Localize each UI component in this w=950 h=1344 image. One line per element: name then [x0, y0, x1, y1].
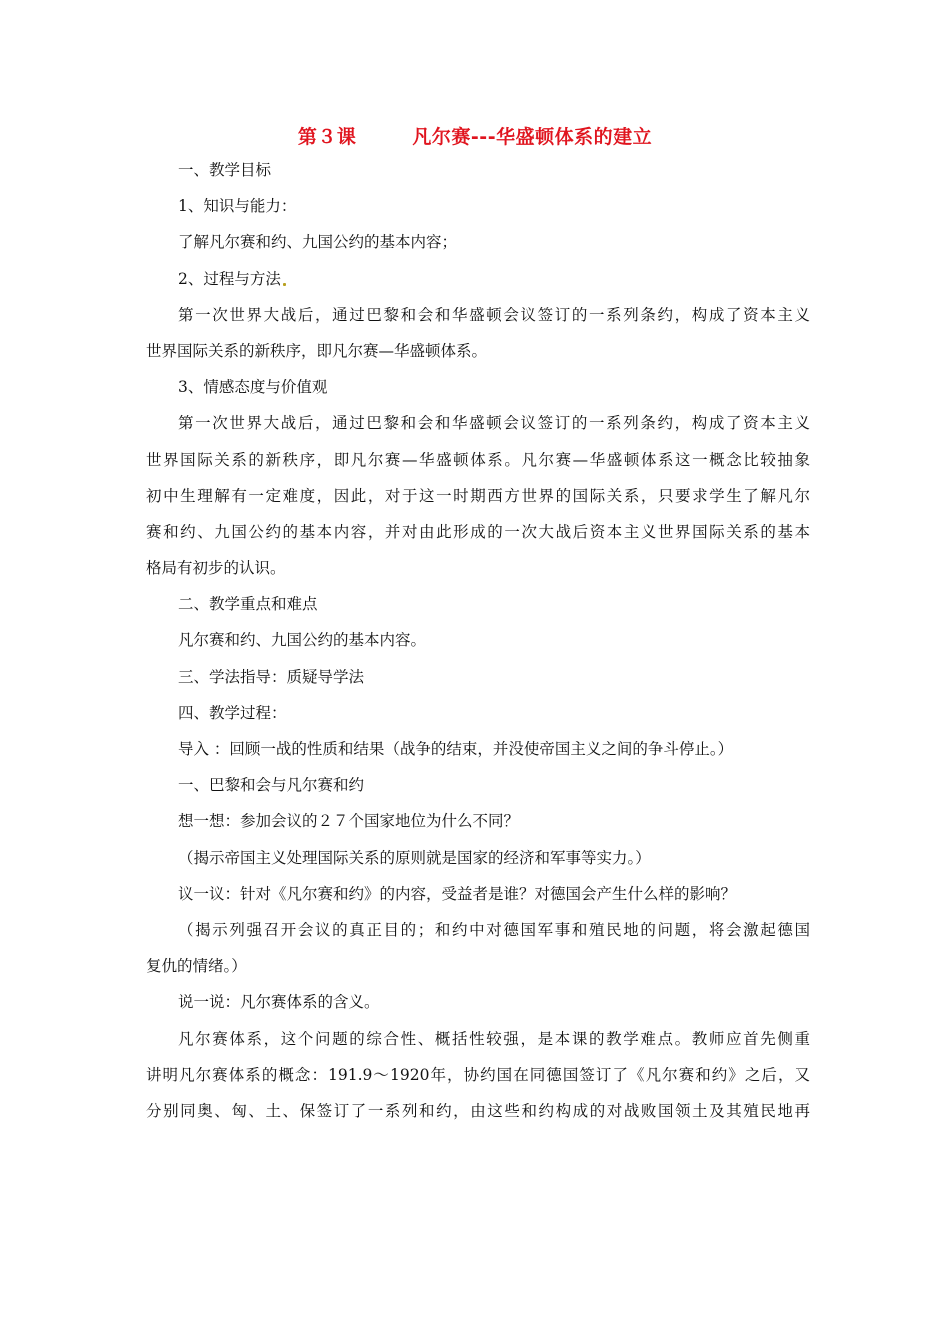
subheading-attitude: 3、情感态度与价值观	[178, 378, 328, 397]
section-heading-key-points: 二、教学重点和难点	[178, 595, 318, 614]
paragraph-line: 讲明凡尔赛体系的概念：191.9～1920年，协约国在同德国签订了《凡尔赛和约》之后，又	[146, 1065, 810, 1084]
paragraph-line: 分别同奥、匈、土、保签订了一系列和约，由这些和约构成的对战败国领土及其殖民地再	[146, 1101, 810, 1120]
subheading-knowledge: 1、知识与能力：	[178, 197, 297, 216]
paragraph-line: 说一说：凡尔赛体系的含义。	[178, 993, 380, 1012]
lesson-name: 凡尔赛---华盛顿体系的建立	[412, 126, 653, 148]
section-heading-objectives: 一、教学目标	[178, 161, 272, 179]
paragraph-line: 初中生理解有一定难度，因此，对于这一时期西方世界的国际关系，只要求学生了解凡尔	[146, 486, 810, 505]
paragraph-line: （揭示帝国主义处理国际关系的原则就是国家的经济和军事等实力。）	[178, 848, 651, 867]
paragraph-line-intro: 导入 ：回顾一战的性质和结果（战争的结束，并没使帝国主义之间的争斗停止。）	[178, 740, 734, 758]
document-body	[146, 152, 810, 1129]
lesson-title	[0, 122, 950, 149]
paragraph-line: 了解凡尔赛和约、九国公约的基本内容；	[178, 233, 458, 252]
paragraph-line: 凡尔赛和约、九国公约的基本内容。	[178, 631, 427, 650]
paragraph-line: 世界国际关系的新秩序，即凡尔赛—华盛顿体系。凡尔赛—华盛顿体系这一概念比较抽象	[146, 450, 810, 469]
paragraph-line: 格局有初步的认识。	[146, 559, 286, 578]
paragraph-line: 第一次世界大战后，通过巴黎和会和华盛顿会议签订的一系列条约，构成了资本主义	[178, 414, 810, 433]
paragraph-line: 第一次世界大战后，通过巴黎和会和华盛顿会议签订的一系列条约，构成了资本主义	[178, 305, 810, 324]
paragraph-line: 复仇的情绪。）	[146, 957, 247, 976]
section-heading-method: 三、学法指导：质疑导学法	[178, 667, 365, 686]
stray-mark	[283, 283, 286, 286]
paragraph-line: 凡尔赛体系，这个问题的综合性、概括性较强，是本课的教学难点。教师应首先侧重	[178, 1029, 810, 1048]
paragraph-line: 赛和约、九国公约的基本内容，并对由此形成的一次大战后资本主义世界国际关系的基本	[146, 522, 810, 541]
lesson-number: 第３课	[297, 126, 357, 148]
section-heading-process: 四、教学过程：	[178, 703, 287, 722]
paragraph-line: （揭示列强召开会议的真正目的；和约中对德国军事和殖民地的问题，将会激起德国	[178, 920, 810, 939]
subheading-process: 2、过程与方法	[146, 261, 810, 297]
paragraph-line: 世界国际关系的新秩序，即凡尔赛—华盛顿体系。	[146, 341, 488, 360]
section-heading-paris: 一、巴黎和会与凡尔赛和约	[178, 776, 365, 795]
paragraph-line: 想一想：参加会议的２７个国家地位为什么不同？	[178, 812, 520, 831]
paragraph-line: 议一议：针对《凡尔赛和约》的内容，受益者是谁？对德国会产生什么样的影响？	[178, 884, 737, 903]
